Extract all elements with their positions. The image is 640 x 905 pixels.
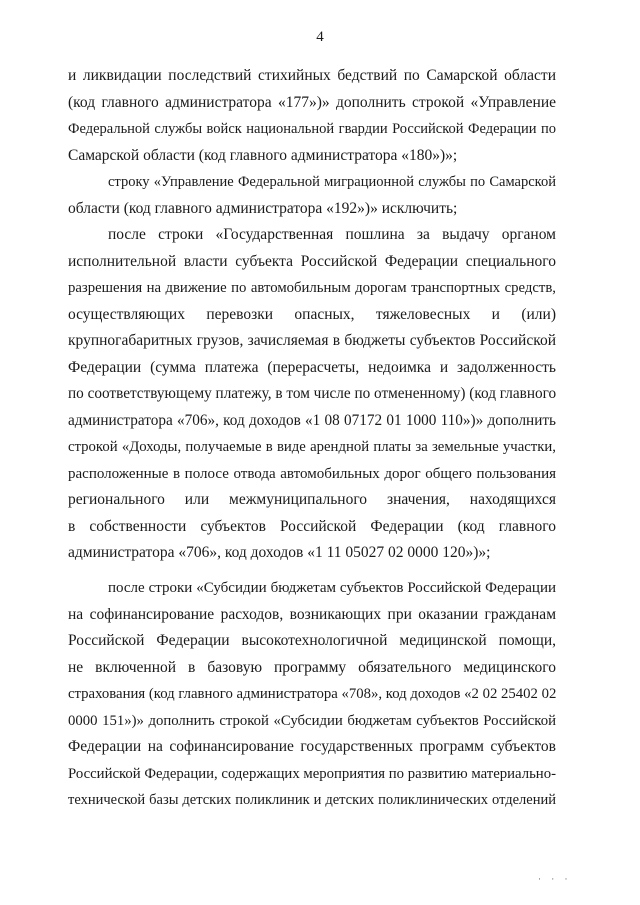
- text-line: расположенные в полосе отвода автомобильных дорог общего пользования: [68, 465, 556, 482]
- text-line: Российской Федерации высокотехнологичной медицинской помощи,: [68, 632, 556, 649]
- text-line: администратора «706», код доходов «1 11 05027 02 0000 120»)»;: [68, 544, 491, 561]
- text-line: не включенной в базовую программу обязательного медицинского: [68, 658, 556, 676]
- text-line: исполнительной власти субъекта Российской Федерации специального: [68, 252, 556, 270]
- text-line: крупногабаритных грузов, зачисляемая в бюджеты субъектов Российской: [68, 332, 556, 349]
- text-line: страхования (код главного администратора «708», код доходов «2 02 25402 02: [68, 686, 557, 702]
- text-line: (код главного администратора «177»)» дополнить строкой «Управление: [68, 93, 556, 111]
- text-line: области (код главного администратора «192»)» исключить;: [68, 199, 458, 217]
- text-line: по соответствующему платежу, в том числе по отмененному) (код главного: [68, 385, 557, 402]
- paragraph-1: [68, 63, 556, 169]
- text-line: и ликвидации последствий стихийных бедствий по Самарской области: [68, 67, 556, 84]
- text-line: Федерации (сумма платежа (перерасчеты, недоимка и задолженность: [68, 358, 556, 376]
- text-line: строкой «Доходы, получаемые в виде арендной платы за земельные участки,: [68, 439, 556, 455]
- text-line: Федеральной службы войск национальной гвардии Российской Федерации по: [68, 121, 556, 137]
- text-line: регионального или межмуниципального значения, находящихся: [68, 491, 556, 508]
- text-line: Самарской области (код главного администратора «180»)»;: [68, 146, 458, 164]
- text-line: технической базы детских поликлиник и детских поликлинических отделений: [68, 792, 556, 808]
- text-line: Российской Федерации, содержащих мероприятия по развитию материально-: [68, 765, 556, 782]
- paragraph-2: [68, 169, 556, 222]
- paragraph-4: [68, 575, 556, 814]
- paragraph-3: [68, 222, 556, 567]
- text-line: после строки «Субсидии бюджетам субъектов Российской Федерации: [108, 580, 556, 596]
- scan-specks: · · ·: [538, 874, 572, 884]
- text-line: разрешения на движение по автомобильным дорогам транспортных средств,: [68, 280, 556, 296]
- text-line: после строки «Государственная пошлина за выдачу органом: [108, 226, 556, 243]
- text-line: Федерации на софинансирование государственных программ субъектов: [68, 738, 556, 755]
- text-line: в собственности субъектов Российской Федерации (код главного: [68, 517, 556, 535]
- page-number: 4: [316, 29, 324, 45]
- text-line: на софинансирование расходов, возникающих при оказании гражданам: [68, 605, 556, 623]
- text-line: администратора «706», код доходов «1 08 07172 01 1000 110»)» дополнить: [68, 411, 556, 429]
- text-line: 0000 151»)» дополнить строкой «Субсидии бюджетам субъектов Российской: [68, 712, 556, 729]
- text-line: строку «Управление Федеральной миграционной службы по Самарской: [108, 174, 556, 190]
- text-line: осуществляющих перевозки опасных, тяжеловесных и (или): [68, 305, 556, 323]
